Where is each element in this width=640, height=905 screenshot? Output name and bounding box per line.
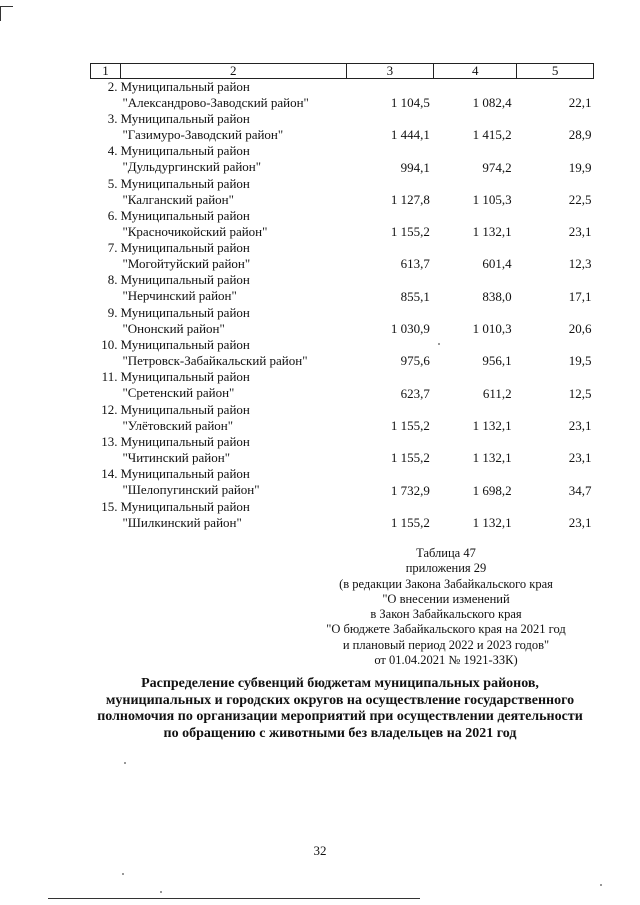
district-title: "Улётовский район" (122, 417, 234, 433)
table-row (91, 402, 594, 434)
district-name (120, 402, 346, 434)
row-number: 12. (101, 401, 118, 417)
table-row (91, 369, 594, 401)
table-header-row (91, 64, 594, 79)
value-col-5: 12,5 (568, 385, 592, 401)
reference-line: Таблица 47 (416, 546, 476, 560)
table-row (91, 240, 594, 272)
district-name (120, 240, 346, 272)
value-col-4: 611,2 (482, 385, 512, 401)
district-title: "Александрово-Заводский район" (122, 95, 309, 110)
district-title: "Калганский район" (122, 191, 234, 207)
row-number: 8. (107, 272, 118, 288)
row-number: 7. (107, 240, 118, 256)
scan-speck (438, 343, 440, 345)
table-row (91, 337, 594, 369)
value-col-4: 1 132,1 (472, 450, 512, 466)
district-title: "Сретенский район" (122, 385, 235, 401)
value-col-3: 1 155,2 (390, 514, 430, 530)
row-number: 2. (107, 79, 118, 94)
district-type: Муниципальный район (120, 304, 250, 320)
district-type: Муниципальный район (120, 401, 250, 417)
value-col-5: 23,1 (568, 514, 592, 530)
header-cell-4: 4 (434, 64, 517, 79)
table-row (91, 305, 594, 337)
district-type: Муниципальный район (120, 175, 250, 191)
value-col-3: 623,7 (400, 385, 430, 401)
value-col-4: 1 082,4 (472, 95, 512, 110)
district-title: "Петровск-Забайкальский район" (122, 353, 308, 369)
reference-line: и плановый период 2022 и 2023 годов" (342, 637, 550, 652)
district-name (120, 305, 346, 337)
district-type: Муниципальный район (120, 111, 250, 126)
value-col-5: 17,1 (568, 288, 592, 304)
value-col-3: 1 732,9 (390, 482, 430, 498)
value-col-5: 12,3 (568, 256, 592, 272)
reference-line: приложения 29 (405, 561, 487, 576)
row-number: 9. (107, 304, 118, 320)
row-number: 6. (107, 207, 118, 223)
scan-speck (124, 762, 126, 764)
value-col-4: 1 415,2 (472, 127, 512, 143)
reference-line: "О бюджете Забайкальского края на 2021 год (326, 622, 566, 637)
scan-speck (600, 884, 602, 886)
district-title: "Читинский район" (122, 449, 231, 465)
district-type: Муниципальный район (120, 337, 250, 353)
footer-divider (48, 898, 420, 899)
reference-line: (в редакции Закона Забайкальского края (339, 576, 553, 591)
heading-line: полномочия по организации мероприятий при осуществлении деятельности (97, 709, 583, 724)
value-col-5: 20,6 (568, 321, 592, 337)
district-name (120, 111, 346, 143)
district-type: Муниципальный район (120, 466, 250, 482)
heading-line: по обращению с животными без владельцев на 2021 год (163, 725, 517, 741)
value-col-4: 1 132,1 (472, 417, 512, 433)
value-col-5: 22,5 (568, 191, 592, 207)
district-type: Муниципальный район (120, 369, 250, 385)
reference-line: "О внесении изменений (382, 591, 510, 606)
value-col-5: 34,7 (568, 482, 592, 498)
value-col-4: 956,1 (482, 353, 512, 369)
value-col-3: 1 155,2 (390, 224, 430, 240)
header-cell-2: 2 (120, 64, 346, 79)
value-col-3: 1 155,2 (390, 417, 430, 433)
table-row (91, 208, 594, 240)
district-type: Муниципальный район (120, 272, 250, 288)
district-title: "Ононский район" (122, 320, 225, 336)
row-number: 4. (107, 143, 118, 159)
table-row (91, 434, 594, 466)
district-type: Муниципальный район (120, 79, 250, 94)
value-col-5: 19,9 (568, 159, 592, 175)
value-col-3: 1 444,1 (390, 127, 430, 143)
scan-speck (160, 891, 162, 893)
value-col-3: 855,1 (400, 288, 430, 304)
value-col-4: 1 105,3 (472, 191, 512, 207)
district-title: "Газимуро-Заводский район" (122, 127, 284, 142)
table-row (91, 272, 594, 304)
district-title: "Шилкинский район" (122, 514, 242, 530)
value-col-3: 1 155,2 (390, 450, 430, 466)
table-row (91, 176, 594, 208)
district-name (120, 176, 346, 208)
heading-line: Распределение субвенций бюджетам муниципальных районов, (141, 676, 539, 691)
header-cell-1: 1 (91, 64, 121, 79)
value-col-4: 1 698,2 (472, 482, 512, 498)
row-number: 13. (101, 433, 118, 449)
value-col-3: 994,1 (400, 159, 430, 175)
row-number: 14. (101, 466, 118, 482)
document-heading (80, 676, 600, 742)
table-row (91, 111, 594, 143)
value-col-4: 838,0 (482, 288, 512, 304)
scan-speck (122, 873, 124, 875)
page-number: 32 (313, 843, 327, 858)
value-col-4: 974,2 (482, 159, 512, 175)
value-col-5: 23,1 (568, 417, 592, 433)
district-name (120, 79, 346, 112)
reference-line: в Закон Забайкальского края (370, 607, 522, 622)
district-title: "Красночикойский район" (122, 223, 268, 239)
row-number: 10. (101, 337, 118, 353)
value-col-3: 613,7 (400, 256, 430, 272)
district-name (120, 499, 346, 531)
value-col-3: 1 104,5 (390, 95, 430, 110)
value-col-4: 1 132,1 (472, 224, 512, 240)
table-row (91, 143, 594, 175)
table-reference-note (300, 546, 592, 668)
row-number: 11. (101, 369, 118, 385)
district-name (120, 369, 346, 401)
value-col-5: 22,1 (568, 95, 592, 110)
value-col-3: 1 030,9 (390, 321, 430, 337)
heading-line: муниципальных и городских округов на осуществление государственного (105, 692, 575, 708)
table-row (91, 79, 594, 112)
district-name (120, 208, 346, 240)
header-cell-3: 3 (346, 64, 434, 79)
table-row (91, 499, 594, 531)
value-col-5: 28,9 (568, 127, 592, 143)
district-name (120, 337, 346, 369)
district-title: "Могойтуйский район" (122, 256, 251, 272)
district-name (120, 272, 346, 304)
value-col-5: 23,1 (568, 450, 592, 466)
value-col-4: 1 132,1 (472, 514, 512, 530)
district-title: "Дульдургинский район" (122, 159, 262, 175)
district-type: Муниципальный район (120, 143, 250, 159)
value-col-4: 1 010,3 (472, 321, 512, 337)
district-name (120, 466, 346, 498)
value-col-3: 1 127,8 (390, 191, 430, 207)
district-type: Муниципальный район (120, 240, 250, 256)
district-title: "Нерчинский район" (122, 288, 237, 304)
value-col-4: 601,4 (482, 256, 512, 272)
district-title: "Шелопугинский район" (122, 482, 260, 498)
district-type: Муниципальный район (120, 207, 250, 223)
value-col-5: 23,1 (568, 224, 592, 240)
row-number: 15. (101, 498, 118, 514)
district-type: Муниципальный район (120, 433, 250, 449)
scan-corner-mark (0, 6, 13, 21)
table-row (91, 466, 594, 498)
row-number: 5. (107, 175, 118, 191)
row-number: 3. (107, 111, 118, 126)
subvention-table (90, 63, 594, 531)
district-name (120, 143, 346, 175)
reference-line: от 01.04.2021 № 1921-ЗЗК) (374, 653, 518, 668)
value-col-3: 975,6 (400, 353, 430, 369)
value-col-5: 19,5 (568, 353, 592, 369)
district-name (120, 434, 346, 466)
header-cell-5: 5 (517, 64, 594, 79)
district-type: Муниципальный район (120, 498, 250, 514)
